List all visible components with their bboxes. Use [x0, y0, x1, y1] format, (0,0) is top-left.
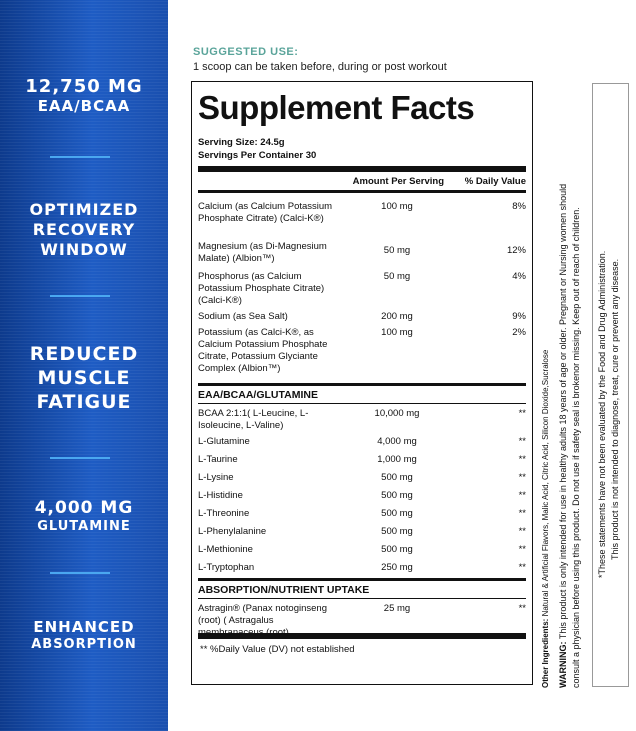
nutrient-row	[198, 327, 526, 383]
amino-dv: **	[518, 508, 526, 519]
amino-dv: **	[518, 408, 526, 419]
benefit-line: ENHANCED	[33, 618, 135, 636]
absorption-row	[198, 603, 526, 638]
amino-name: L-Threonine	[198, 508, 250, 519]
nutrient-name: Phosphorus (as Calcium Potassium Phosphate Citrate) (Calci-K®)	[198, 271, 325, 306]
suggested-use-title: SUGGESTED USE:	[193, 46, 299, 58]
amino-dv: **	[518, 454, 526, 465]
nutrient-amount: 200 mg	[381, 311, 413, 322]
nutrient-name: Sodium (as Sea Salt)	[198, 311, 288, 322]
nutrient-row	[198, 241, 526, 271]
benefit-line: ABSORPTION	[31, 637, 137, 652]
warning-line-2	[571, 207, 581, 688]
benefit-eaa	[0, 76, 168, 115]
other-ingredients	[541, 350, 550, 688]
amino-name: L-Lysine	[198, 472, 234, 483]
nutrient-dv: 12%	[506, 245, 526, 256]
benefit-line: REDUCED	[29, 343, 139, 365]
benefit-line: 12,750 MG	[25, 76, 143, 97]
banner-divider	[50, 457, 110, 459]
warning-text-2: consult a physician before using this product. Do not use if safety seal is brokenor missing. Keep out of reach of children.	[571, 207, 581, 688]
amino-amount: 500 mg	[381, 526, 413, 537]
amino-amount: 500 mg	[381, 544, 413, 555]
nutrient-row	[198, 201, 526, 241]
amino-name: L-Methionine	[198, 544, 253, 555]
banner-divider	[50, 572, 110, 574]
amino-dv: **	[518, 526, 526, 537]
amino-dv: **	[518, 436, 526, 447]
benefit-line: GLUTAMINE	[37, 519, 131, 534]
facts-header-row	[198, 172, 526, 190]
amino-row	[198, 436, 526, 454]
amino-amount: 10,000 mg	[374, 408, 420, 419]
amino-dv: **	[518, 472, 526, 483]
amino-name: BCAA 2:1:1( L-Leucine, L-Isoleucine, L-Valine)	[198, 408, 309, 431]
amino-amount: 500 mg	[381, 508, 413, 519]
fda-disclaimer-text-2: This product is not intended to diagnose, treat, cure or prevent any disease.	[610, 258, 620, 560]
amino-dv: **	[518, 490, 526, 501]
footnote	[198, 639, 526, 656]
amino-name: L-Phenylalanine	[198, 526, 267, 537]
warning-line-1	[558, 184, 568, 688]
nutrient-dv: 4%	[512, 271, 526, 282]
amount-header: Amount Per Serving	[352, 176, 444, 187]
footnote-text: ** %Daily Value (DV) not established	[200, 644, 355, 655]
nutrient-dv: 9%	[512, 311, 526, 322]
fda-disclaimer-line-1	[597, 251, 607, 578]
amino-amount: 4,000 mg	[377, 436, 417, 447]
amino-name: L-Tryptophan	[198, 562, 255, 573]
suggested-use-text: 1 scoop can be taken before, during or post workout	[193, 61, 447, 73]
fda-disclaimer-line-2	[610, 259, 620, 560]
section-absorption-title: ABSORPTION/NUTRIENT UPTAKE	[198, 584, 370, 596]
amino-row	[198, 454, 526, 472]
nutrient-amount: 50 mg	[383, 245, 411, 256]
absorption-amount: 25 mg	[383, 603, 411, 614]
amino-name: L-Histidine	[198, 490, 243, 501]
banner-divider	[50, 156, 110, 158]
other-ingredients-text: Natural & Artificial Flavors, Malic Acid, Citric Acid, Silicon Dioxide,Sucralose	[541, 349, 550, 617]
banner-divider	[50, 295, 110, 297]
amino-name: L-Taurine	[198, 454, 238, 465]
benefit-recovery	[0, 200, 168, 260]
fda-disclaimer-text-1: *These statements have not been evaluated by the Food and Drug Administration.	[597, 250, 607, 578]
nutrient-dv: 8%	[512, 201, 526, 212]
amino-row	[198, 544, 526, 562]
serving-size: Serving Size: 24.5g	[198, 137, 285, 148]
nutrient-dv: 2%	[512, 327, 526, 338]
absorption-dv: **	[518, 603, 526, 614]
dv-header: % Daily Value	[464, 176, 526, 187]
nutrient-row	[198, 311, 526, 327]
nutrient-name: Calcium (as Calcium Potassium Phosphate Citrate) (Calci-K®)	[198, 201, 333, 224]
amino-row	[198, 408, 526, 436]
benefit-line: RECOVERY	[32, 220, 136, 239]
amino-row	[198, 562, 526, 578]
amino-row	[198, 490, 526, 508]
benefit-fatigue	[0, 342, 168, 414]
benefit-line: WINDOW	[40, 240, 128, 259]
amino-dv: **	[518, 562, 526, 573]
nutrient-name: Magnesium (as Di-Magnesium Malate) (Albion™)	[198, 241, 327, 264]
amino-amount: 500 mg	[381, 472, 413, 483]
benefit-line: OPTIMIZED	[29, 200, 139, 219]
benefit-line: EAA/BCAA	[37, 97, 131, 115]
amino-row	[198, 472, 526, 490]
nutrient-amount: 100 mg	[381, 201, 413, 212]
warning-text-1: This product is only intended for use in healthy adults 18 years of age or older. Pregnant or Nursing women should	[558, 183, 568, 640]
other-ingredients-label: Other Ingredients:	[541, 618, 550, 688]
nutrient-amount: 50 mg	[383, 271, 411, 282]
benefit-line: 4,000 MG	[34, 498, 134, 518]
supplement-facts-panel	[191, 81, 533, 685]
benefits-banner	[0, 0, 168, 731]
amino-amount: 250 mg	[381, 562, 413, 573]
benefit-line: FATIGUE	[36, 391, 132, 413]
amino-dv: **	[518, 544, 526, 555]
amino-amount: 500 mg	[381, 490, 413, 501]
absorption-name: Astragin® (Panax notoginseng (root) ( Astragalus membranaceus (root)	[198, 603, 327, 638]
benefit-absorption	[0, 618, 168, 653]
amino-row	[198, 508, 526, 526]
benefit-glutamine	[0, 498, 168, 535]
amino-amount: 1,000 mg	[377, 454, 417, 465]
section-eaa-title: EAA/BCAA/GLUTAMINE	[198, 389, 318, 401]
servings-per-container: Servings Per Container 30	[198, 150, 317, 161]
facts-title: Supplement Facts	[198, 89, 475, 126]
amino-name: L-Glutamine	[198, 436, 250, 447]
nutrient-row	[198, 271, 526, 311]
benefit-line: MUSCLE	[37, 367, 131, 389]
nutrient-name: Potassium (as Calci-K®, as Calcium Potassium Phosphate Citrate, Potassium Glyciante Complex (Albion™)	[198, 327, 328, 374]
nutrient-amount: 100 mg	[381, 327, 413, 338]
warning-label: WARNING:	[558, 641, 568, 688]
amino-row	[198, 526, 526, 544]
